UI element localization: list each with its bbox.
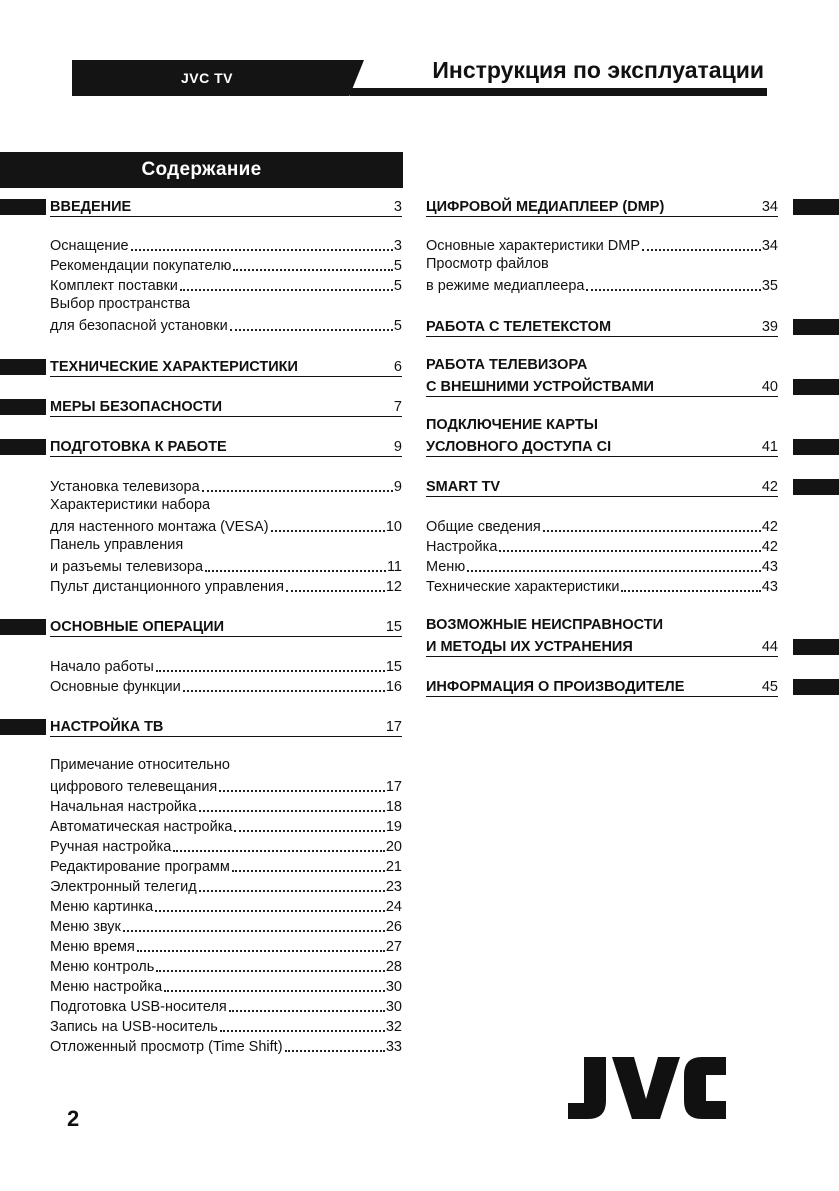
toc-entry[interactable]	[50, 896, 402, 916]
entry-page: 18	[385, 799, 402, 815]
entry-page: 19	[385, 819, 402, 835]
leader-dots	[499, 550, 760, 552]
entry-page: 5	[393, 258, 402, 274]
entry-page: 26	[385, 919, 402, 935]
toc-section-prep[interactable]	[50, 436, 402, 457]
leader-dots	[180, 289, 393, 291]
toc-entry[interactable]	[50, 956, 402, 976]
entry-title: Начало работы	[50, 659, 154, 675]
entry-title: Меню контроль	[50, 959, 155, 975]
toc-entry-line1: Просмотр файлов	[426, 256, 549, 272]
entry-title: Меню настройка	[50, 979, 163, 995]
entry-page: 35	[761, 278, 778, 294]
contents-heading: Содержание	[0, 152, 403, 188]
section-title: SMART TV	[426, 479, 501, 495]
toc-entry[interactable]	[50, 676, 402, 696]
document-title: Инструкция по эксплуатации	[432, 57, 764, 83]
entry-page: 20	[385, 839, 402, 855]
entry-title: Автоматическая настройка	[50, 819, 233, 835]
entry-page: 17	[385, 779, 402, 795]
section-page: 6	[393, 359, 402, 375]
leader-dots	[164, 990, 385, 992]
toc-entry[interactable]	[50, 936, 402, 956]
section-title: ВВЕДЕНИЕ	[50, 199, 132, 215]
leader-dots	[271, 530, 385, 532]
section-title: ЦИФРОВОЙ МЕДИАПЛЕЕР (DMP)	[426, 199, 665, 215]
leader-dots	[131, 249, 393, 251]
toc-entry[interactable]	[50, 996, 402, 1016]
leader-dots	[156, 970, 385, 972]
entry-page: 42	[761, 519, 778, 535]
leader-dots	[123, 930, 385, 932]
toc-entry-line1: Характеристики набора	[50, 497, 211, 513]
toc-entry[interactable]	[50, 976, 402, 996]
entry-title: Общие сведения	[426, 519, 541, 535]
toc-section-safety[interactable]	[50, 396, 402, 417]
entry-title: Начальная настройка	[50, 799, 197, 815]
section-page: 41	[761, 439, 778, 455]
entry-page: 33	[385, 1039, 402, 1055]
section-page: 40	[761, 379, 778, 395]
entry-page: 32	[385, 1019, 402, 1035]
leader-dots	[232, 870, 385, 872]
entry-title: Комплект поставки	[50, 278, 178, 294]
toc-section-smart[interactable]	[426, 476, 778, 497]
entry-title: Установка телевизора	[50, 479, 200, 495]
toc-entry[interactable]	[50, 235, 402, 255]
entry-title: Меню время	[50, 939, 135, 955]
toc-section-teletext[interactable]	[426, 316, 778, 337]
entry-page: 42	[761, 539, 778, 555]
section-title: УСЛОВНОГО ДОСТУПА CI	[426, 439, 612, 455]
toc-section-trouble[interactable]	[426, 636, 778, 657]
leader-dots	[230, 329, 393, 331]
entry-title: Настройка	[426, 539, 498, 555]
leader-dots	[137, 950, 385, 952]
section-page: 44	[761, 639, 778, 655]
toc-entry[interactable]	[50, 1036, 402, 1056]
entry-title: Редактирование программ	[50, 859, 230, 875]
toc-entry-line1: Выбор пространства	[50, 296, 191, 312]
entry-page: 23	[385, 879, 402, 895]
toc-entry-line1: Примечание относительно	[50, 757, 230, 773]
entry-title: Отложенный просмотр (Time Shift)	[50, 1039, 283, 1055]
entry-page: 15	[385, 659, 402, 675]
entry-title: Пульт дистанционного управления	[50, 579, 284, 595]
section-marker	[0, 719, 46, 735]
entry-page: 12	[385, 579, 402, 595]
section-page: 7	[393, 399, 402, 415]
toc-entry[interactable]	[50, 916, 402, 936]
section-page: 45	[761, 679, 778, 695]
entry-title: Ручная настройка	[50, 839, 172, 855]
section-marker	[0, 399, 46, 415]
toc-entry[interactable]	[50, 656, 402, 676]
leader-dots	[233, 269, 392, 271]
toc-section-external[interactable]	[426, 376, 778, 397]
entry-page: 5	[393, 318, 402, 334]
entry-page: 24	[385, 899, 402, 915]
leader-dots	[202, 490, 393, 492]
section-page: 39	[761, 319, 778, 335]
header-rule	[350, 88, 767, 96]
entry-page: 27	[385, 939, 402, 955]
entry-title: Оснащение	[50, 238, 129, 254]
entry-page: 9	[393, 479, 402, 495]
section-marker	[793, 439, 839, 455]
leader-dots	[285, 1050, 385, 1052]
toc-section-maker[interactable]	[426, 676, 778, 697]
section-marker	[0, 439, 46, 455]
leader-dots	[205, 570, 386, 572]
entry-title: Запись на USB-носитель	[50, 1019, 218, 1035]
leader-dots	[642, 249, 761, 251]
section-marker	[793, 639, 839, 655]
section-title: ПОДГОТОВКА К РАБОТЕ	[50, 439, 227, 455]
toc-entry[interactable]	[426, 516, 778, 536]
section-title: ОСНОВНЫЕ ОПЕРАЦИИ	[50, 619, 225, 635]
entry-page: 30	[385, 979, 402, 995]
toc-section-specs[interactable]	[50, 356, 402, 377]
toc-entry[interactable]	[50, 476, 402, 496]
leader-dots	[286, 590, 385, 592]
section-marker	[793, 199, 839, 215]
leader-dots	[586, 289, 760, 291]
entry-title: Технические характеристики	[426, 579, 620, 595]
section-page: 17	[385, 719, 402, 735]
entry-page: 10	[385, 519, 402, 535]
section-title: ИНФОРМАЦИЯ О ПРОИЗВОДИТЕЛЕ	[426, 679, 685, 695]
toc-entry[interactable]	[50, 876, 402, 896]
section-title: ТЕХНИЧЕСКИЕ ХАРАКТЕРИСТИКИ	[50, 359, 298, 375]
leader-dots	[467, 570, 761, 572]
leader-dots	[543, 530, 761, 532]
toc-entry[interactable]	[50, 275, 402, 295]
toc-entry[interactable]	[426, 556, 778, 576]
section-marker	[793, 379, 839, 395]
section-marker	[793, 679, 839, 695]
toc-entry[interactable]	[50, 556, 402, 576]
toc-entry[interactable]	[50, 856, 402, 876]
section-marker	[0, 199, 46, 215]
section-title-line1: ПОДКЛЮЧЕНИЕ КАРТЫ	[426, 417, 598, 433]
toc-entry[interactable]	[50, 816, 402, 836]
entry-page: 16	[385, 679, 402, 695]
section-page: 3	[393, 199, 402, 215]
toc-entry[interactable]	[426, 275, 778, 295]
entry-title: Подготовка USB-носителя	[50, 999, 227, 1015]
toc-entry[interactable]	[50, 315, 402, 335]
section-page: 15	[385, 619, 402, 635]
leader-dots	[199, 890, 385, 892]
leader-dots	[155, 910, 385, 912]
section-page: 34	[761, 199, 778, 215]
leader-dots	[621, 590, 760, 592]
toc-entry[interactable]	[426, 536, 778, 556]
entry-title: для безопасной установки	[50, 318, 228, 334]
section-title-line1: РАБОТА ТЕЛЕВИЗОРА	[426, 357, 588, 373]
section-marker	[793, 319, 839, 335]
entry-page: 28	[385, 959, 402, 975]
section-title: И МЕТОДЫ ИХ УСТРАНЕНИЯ	[426, 639, 633, 655]
entry-page: 30	[385, 999, 402, 1015]
entry-page: 11	[386, 559, 402, 575]
entry-page: 34	[761, 238, 778, 254]
entry-page: 43	[761, 579, 778, 595]
toc-entry[interactable]	[426, 576, 778, 596]
entry-title: Рекомендации покупателю	[50, 258, 232, 274]
section-page: 9	[393, 439, 402, 455]
leader-dots	[229, 1010, 385, 1012]
section-title-line1: ВОЗМОЖНЫЕ НЕИСПРАВНОСТИ	[426, 617, 664, 633]
entry-title: Меню звук	[50, 919, 121, 935]
section-title: НАСТРОЙКА ТВ	[50, 719, 164, 735]
leader-dots	[219, 790, 385, 792]
toc-section-dmp[interactable]	[426, 196, 778, 217]
toc-entry[interactable]	[50, 516, 402, 536]
header-brand: JVC TV	[180, 70, 233, 86]
toc-entry[interactable]	[50, 776, 402, 796]
entry-title: Меню	[426, 559, 466, 575]
entry-page: 21	[385, 859, 402, 875]
leader-dots	[199, 810, 385, 812]
toc-section-intro[interactable]	[50, 196, 402, 217]
entry-title: Меню картинка	[50, 899, 154, 915]
leader-dots	[173, 850, 385, 852]
leader-dots	[220, 1030, 385, 1032]
section-title: РАБОТА С ТЕЛЕТЕКСТОМ	[426, 319, 612, 335]
entry-title: Основные характеристики DMP	[426, 238, 641, 254]
toc-entry[interactable]	[50, 576, 402, 596]
toc-entry[interactable]	[426, 235, 778, 255]
entry-title: и разъемы телевизора	[50, 559, 204, 575]
entry-title: для настенного монтажа (VESA)	[50, 519, 269, 535]
toc-section-tv-setup[interactable]	[50, 716, 402, 737]
section-marker	[0, 619, 46, 635]
entry-title: Электронный телегид	[50, 879, 197, 895]
toc-entry[interactable]	[50, 796, 402, 816]
section-marker	[793, 479, 839, 495]
entry-title: цифрового телевещания	[50, 779, 218, 795]
toc-entry-line1: Панель управления	[50, 537, 184, 553]
toc-section-basic[interactable]	[50, 616, 402, 637]
toc-entry[interactable]	[50, 255, 402, 275]
entry-page: 5	[393, 278, 402, 294]
section-title: МЕРЫ БЕЗОПАСНОСТИ	[50, 399, 223, 415]
toc-entry[interactable]	[50, 1016, 402, 1036]
leader-dots	[234, 830, 384, 832]
entry-page: 43	[761, 559, 778, 575]
leader-dots	[183, 690, 385, 692]
page-number: 2	[67, 1106, 80, 1131]
toc-section-ci[interactable]	[426, 436, 778, 457]
toc-entry[interactable]	[50, 836, 402, 856]
section-marker	[0, 359, 46, 375]
jvc-logo	[566, 1055, 728, 1121]
entry-title: в режиме медиаплеера	[426, 278, 585, 294]
leader-dots	[156, 670, 385, 672]
entry-page: 3	[393, 238, 402, 254]
entry-title: Основные функции	[50, 679, 181, 695]
section-page: 42	[761, 479, 778, 495]
section-title: С ВНЕШНИМИ УСТРОЙСТВАМИ	[426, 379, 654, 395]
